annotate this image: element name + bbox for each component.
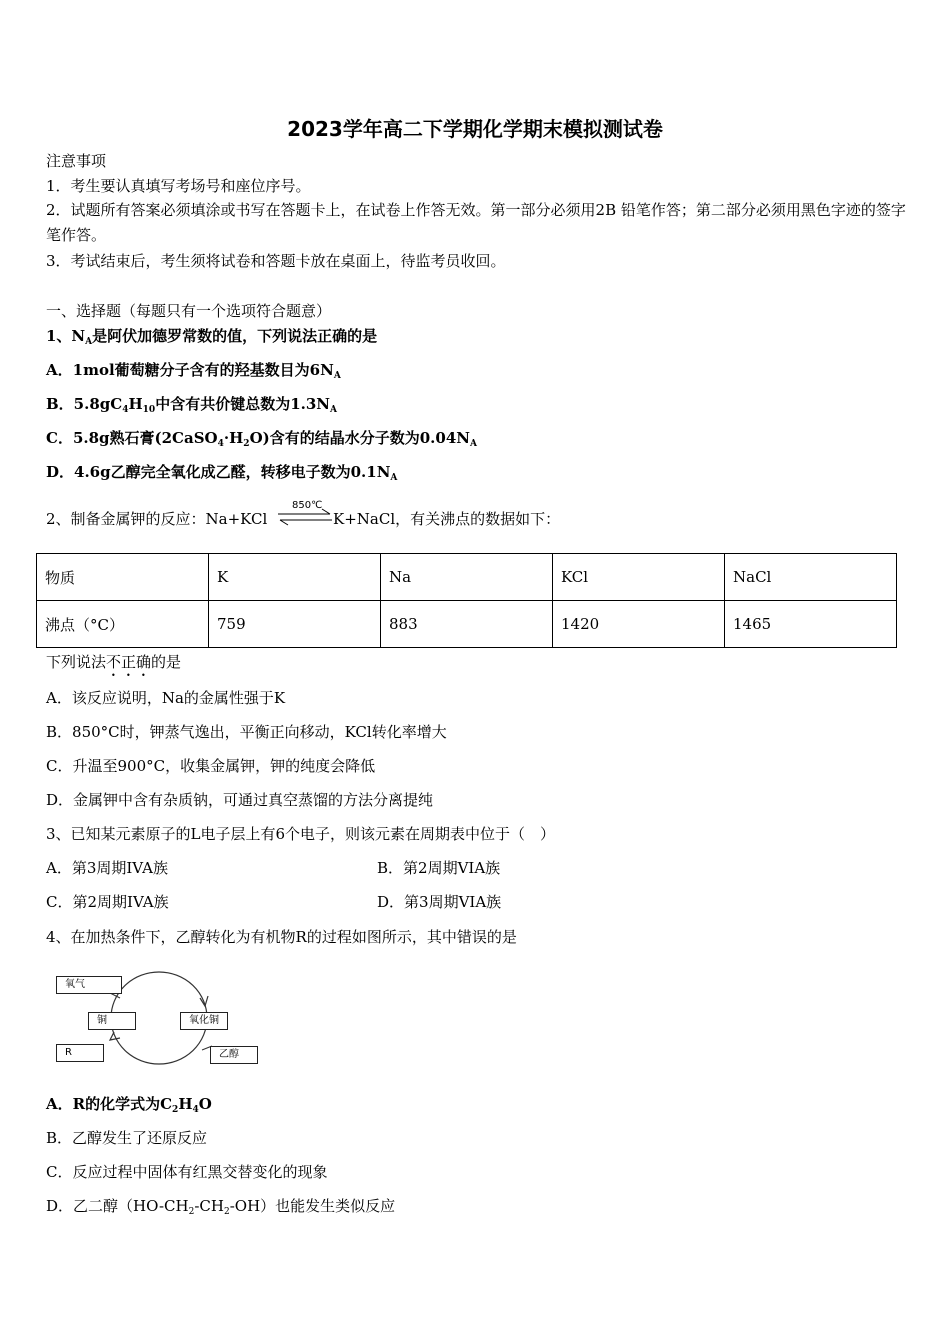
- q3-stem: 3、已知某元素原子的L电子层上有6个电子，则该元素在周期表中位于（ ）: [46, 825, 556, 843]
- q3-option-d: D．第3周期VIA族: [377, 893, 502, 911]
- table-cell: 883: [381, 601, 553, 648]
- q4-option-c: C．反应过程中固体有红黑交替变化的现象: [46, 1163, 328, 1181]
- q3-option-a: A．第3周期IVA族: [46, 859, 168, 877]
- q1-option-a: A．1mol葡萄糖分子含有的羟基数目为$6N_A$: [46, 361, 341, 381]
- q2-option-d: D．金属钾中含有杂质钠，可通过真空蒸馏的方法分离提纯: [46, 791, 434, 809]
- emphasis-text: 不正确: [106, 653, 152, 671]
- section-heading: 一、选择题（每题只有一个选项符合题意）: [46, 302, 332, 320]
- q4-option-b: B．乙醇发生了还原反应: [46, 1129, 208, 1147]
- table-header: 物质: [37, 554, 209, 601]
- reaction-cycle-diagram: [52, 968, 262, 1072]
- q1-option-d: D．4.6g乙醇完全氧化成乙醛，转移电子数为$0.1N_A$: [46, 463, 398, 483]
- q4-option-a: A．R的化学式为$C_2H_4O$: [46, 1095, 212, 1115]
- copper-box: 铜: [88, 1012, 136, 1030]
- q4-stem: 4、在加热条件下，乙醇转化为有机物R的过程如图所示，其中错误的是: [46, 928, 517, 946]
- boiling-point-table: [36, 553, 897, 648]
- ethanol-box: 乙醇: [210, 1046, 258, 1064]
- r-box: R: [56, 1044, 104, 1062]
- table-row: [37, 601, 897, 648]
- table-cell: 1420: [553, 601, 725, 648]
- notice-item-1: 1．考生要认真填写考场号和座位序号。: [46, 177, 311, 195]
- table-cell: 759: [209, 601, 381, 648]
- q2-option-b: B．850°C时，钾蒸气逸出，平衡正向移动，KCl转化率增大: [46, 723, 447, 741]
- q3-option-c: C．第2周期IVA族: [46, 893, 169, 911]
- arrow-label: 850℃: [292, 500, 323, 511]
- notice-heading: 注意事项: [46, 152, 107, 170]
- q1-option-b: B．$5.8gC_4H_{10}$中含有共价键总数为$1.3N_A$: [46, 395, 337, 415]
- q1-stem: 1、$N_A$是阿伏加德罗常数的值，下列说法正确的是: [46, 327, 378, 347]
- q2-prompt: 下列说法不正确的是: [46, 653, 182, 671]
- q4-option-d: D．乙二醇$(HO-CH_2-CH_2-OH)$也能发生类似反应: [46, 1197, 396, 1217]
- table-header: NaCl: [725, 554, 897, 601]
- equilibrium-arrow-icon: [276, 497, 334, 533]
- notice-item-2: 2．试题所有答案必须填涂或书写在答题卡上，在试卷上作答无效。第一部分必须用2B 铅笔作答；第二部分必须用黑色字迹的签字笔作答。: [46, 201, 906, 244]
- q1-option-c: C．5.8g熟石膏$(2CaSO_4\cdot H_2O)$含有的结晶水分子数为$0.04N_A$: [46, 429, 477, 449]
- table-header: K: [209, 554, 381, 601]
- q2-stem-end: K+NaCl，有关沸点的数据如下：: [333, 510, 561, 528]
- notice-item-3: 3．考试结束后，考生须将试卷和答题卡放在桌面上，待监考员收回。: [46, 252, 506, 270]
- q2-stem-start: 2、制备金属钾的反应：Na+KCl: [46, 510, 268, 528]
- table-header: KCl: [553, 554, 725, 601]
- table-cell: 沸点（°C）: [37, 601, 209, 648]
- copper-oxide-box: 氧化铜: [180, 1012, 228, 1030]
- page-title: 2023学年高二下学期化学期末模拟测试卷: [287, 117, 663, 141]
- oxygen-box: 氧气: [56, 976, 122, 994]
- table-row: [37, 554, 897, 601]
- table-header: Na: [381, 554, 553, 601]
- q2-option-a: A．该反应说明，Na的金属性强于K: [46, 689, 286, 707]
- table-cell: 1465: [725, 601, 897, 648]
- q2-option-c: C．升温至900°C，收集金属钾，钾的纯度会降低: [46, 757, 376, 775]
- q3-option-b: B．第2周期VIA族: [377, 859, 501, 877]
